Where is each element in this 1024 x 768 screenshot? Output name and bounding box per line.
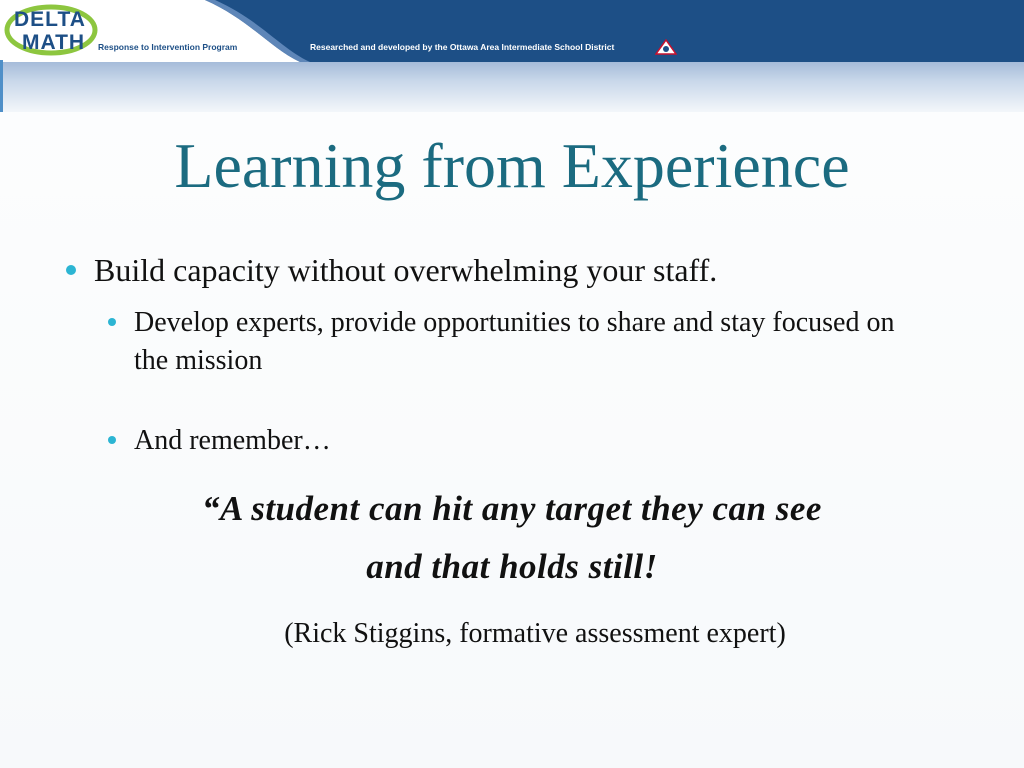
logo-text-math: MATH: [22, 31, 86, 54]
bullet-dot-icon: [108, 436, 116, 444]
bullet-level-1: Build capacity without overwhelming your staff.: [94, 252, 718, 288]
program-name: Response to Intervention Program: [98, 42, 238, 52]
district-logo-icon: [655, 39, 677, 55]
header-banner: [0, 0, 1024, 112]
quote: [0, 480, 1024, 596]
quote-line-2: and that holds still!: [366, 547, 658, 586]
quote-line-1: “A student can hit any target they can see: [202, 489, 822, 528]
bullet-dot-icon: [66, 265, 76, 275]
delta-math-logo: [0, 0, 300, 62]
bullet-level-2: And remember…: [134, 425, 331, 456]
logo-text-delta: DELTA: [14, 8, 86, 31]
quote-attribution: (Rick Stiggins, formative assessment expert): [284, 618, 786, 649]
bullet-level-2: Develop experts, provide opportunities to share and stay focused on the mission: [134, 307, 895, 376]
bullet-dot-icon: [108, 318, 116, 326]
research-credit: Researched and developed by the Ottawa Area Intermediate School District: [310, 42, 615, 52]
left-accent-bar: [0, 60, 3, 112]
slide-title: Learning from Experience: [174, 130, 850, 201]
